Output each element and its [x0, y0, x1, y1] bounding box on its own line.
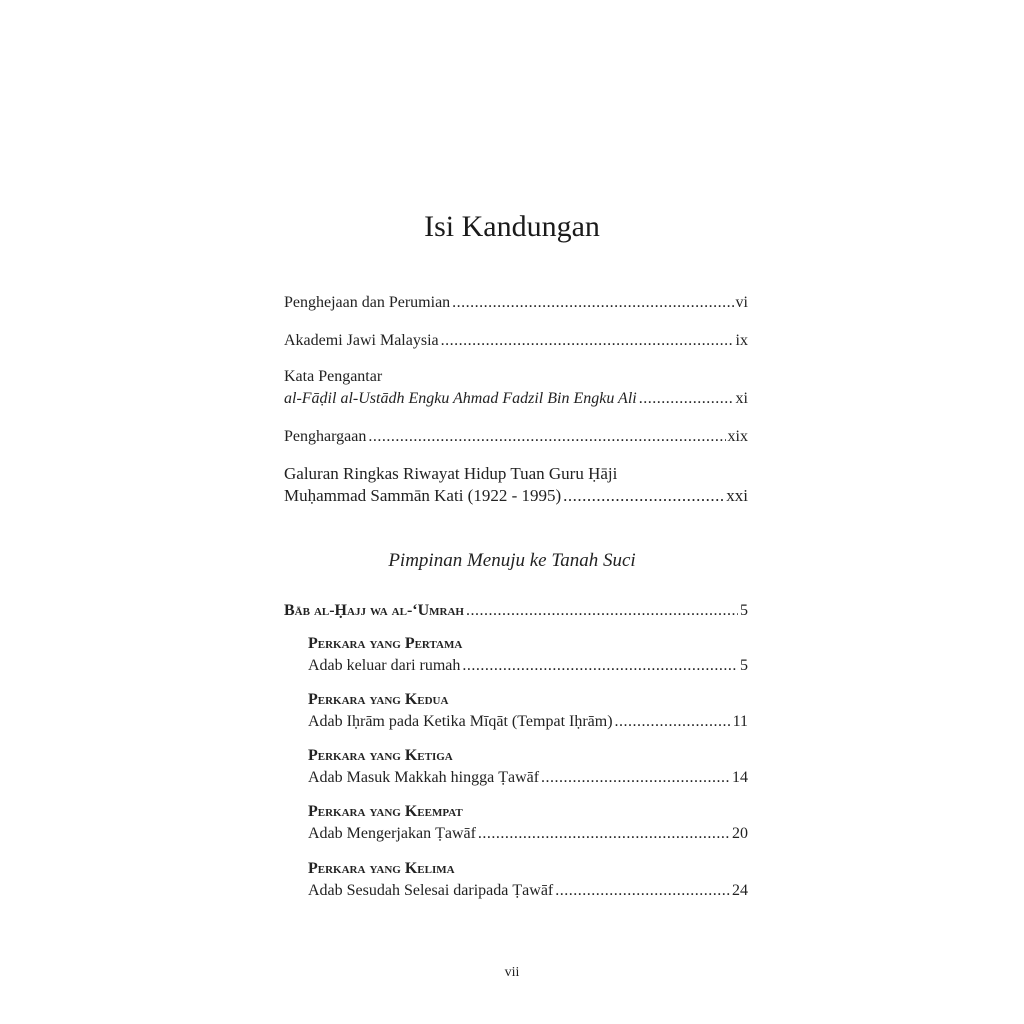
entry-page: 5: [740, 602, 748, 619]
toc-entry[interactable]: [284, 463, 748, 507]
entry-label: Galuran Ringkas Riwayat Hidup Tuan Guru Ḥāji: [284, 464, 618, 483]
entry-heading: Perkara yang Pertama: [308, 635, 463, 652]
entry-label: Adab Masuk Makkah hingga Ṭawāf: [308, 769, 540, 786]
entry-heading: Perkara yang Keempat: [308, 803, 463, 820]
dot-leader: [478, 823, 730, 845]
entry-label: Penghejaan dan Perumian: [284, 294, 451, 311]
entry-page: vi: [735, 294, 748, 311]
entry-heading: Perkara yang Kelima: [308, 860, 455, 877]
entry-label: Adab Mengerjakan Ṭawāf: [308, 825, 476, 842]
entry-heading: Perkara yang Ketiga: [308, 747, 453, 764]
entry-label: Kata Pengantar: [284, 368, 383, 385]
dot-leader: [541, 767, 730, 789]
page-number: vii: [504, 965, 520, 980]
entry-page: 14: [732, 769, 748, 786]
dot-leader: [466, 600, 738, 622]
toc-entry[interactable]: [284, 292, 748, 314]
dot-leader: [368, 426, 725, 448]
entry-page: xxi: [726, 486, 748, 505]
toc-entry[interactable]: [284, 330, 748, 352]
dot-leader: [639, 388, 734, 410]
toc-entry[interactable]: [308, 801, 748, 845]
entry-label: Adab keluar dari rumah: [308, 657, 461, 674]
chapter-entry[interactable]: [284, 600, 748, 622]
entry-page: ix: [735, 332, 748, 349]
entry-sublabel: al-Fāḍil al-Ustādh Engku Ahmad Fadzil Bin Engku Ali: [284, 390, 637, 407]
toc-entry[interactable]: [284, 426, 748, 448]
entry-label: Adab Iḥrām pada Ketika Mīqāt (Tempat Iḥrām): [308, 713, 613, 730]
entry-label: Akademi Jawi Malaysia: [284, 332, 439, 349]
toc-entry[interactable]: [308, 689, 748, 733]
entry-page: 20: [732, 825, 748, 842]
entry-page: xi: [735, 390, 748, 407]
entry-label: Penghargaan: [284, 428, 367, 445]
dot-leader: [452, 292, 733, 314]
dot-leader: [615, 711, 731, 733]
entry-heading: Perkara yang Kedua: [308, 691, 449, 708]
chapter-label: Bāb al-Ḥajj wa al-‘Umrah: [284, 602, 464, 619]
page-title: Isi Kandungan: [424, 210, 600, 243]
dot-leader: [441, 330, 734, 352]
section-title: Pimpinan Menuju ke Tanah Suci: [388, 550, 636, 571]
entry-page: xix: [727, 428, 748, 445]
toc-entry[interactable]: [284, 366, 748, 410]
dot-leader: [555, 880, 730, 902]
toc-entry[interactable]: [308, 858, 748, 902]
entry-page: 11: [732, 713, 748, 730]
toc-entry[interactable]: [308, 633, 748, 677]
entry-sublabel: Muḥammad Sammān Kati (1922 - 1995): [284, 486, 562, 505]
entry-label: Adab Sesudah Selesai daripada Ṭawāf: [308, 882, 554, 899]
toc-entry[interactable]: [308, 745, 748, 789]
dot-leader: [563, 485, 724, 507]
entry-page: 24: [732, 882, 748, 899]
dot-leader: [462, 655, 738, 677]
entry-page: 5: [740, 657, 748, 674]
